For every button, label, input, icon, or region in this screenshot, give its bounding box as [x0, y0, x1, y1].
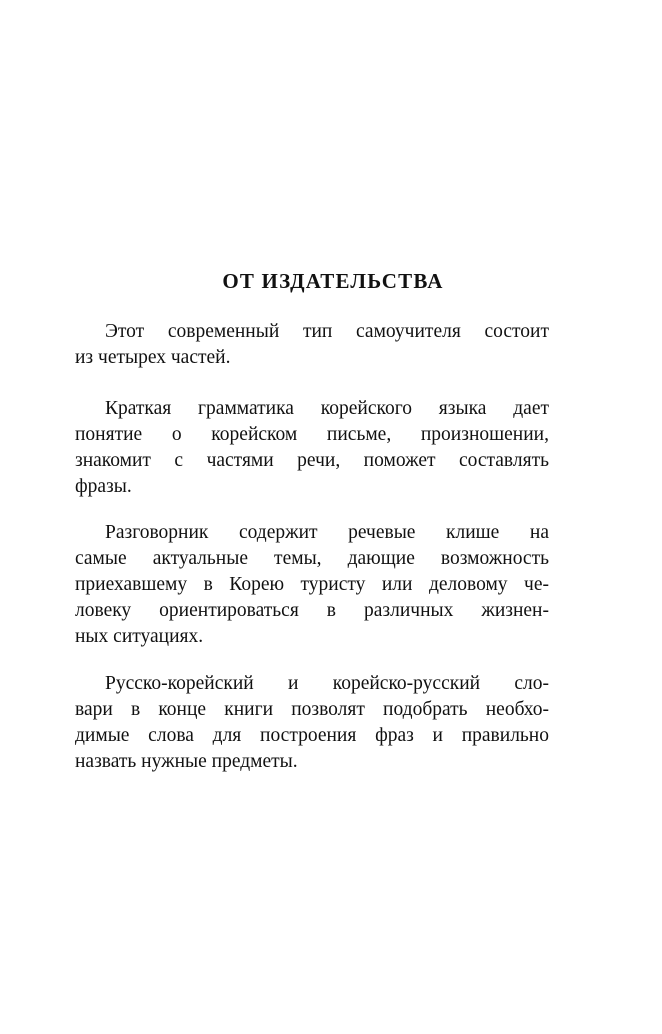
paragraph-line: понятие о корейском письме, произношении,: [75, 424, 549, 445]
paragraph-line: назвать нужные предметы.: [75, 751, 298, 772]
paragraph-line: Краткая грамматика корейского языка дает: [105, 398, 549, 419]
paragraph-line: вари в конце книги позволят подобрать необхо-: [75, 699, 549, 720]
paragraph-line: Этот современный тип самоучителя состоит: [105, 321, 549, 342]
paragraph-line: знакомит с частями речи, поможет составлять: [75, 450, 549, 471]
paragraph-line: димые слова для построения фраз и правильно: [75, 725, 549, 746]
page-title: ОТ ИЗДАТЕЛЬСТВА: [222, 269, 444, 293]
paragraph-line: самые актуальные темы, дающие возможность: [75, 548, 549, 569]
paragraph-line: из четырех частей.: [75, 347, 231, 368]
paragraph-line: Русско-корейский и корейско-русский сло-: [105, 673, 549, 694]
paragraph-line: ловеку ориентироваться в различных жизнен-: [75, 600, 549, 621]
paragraph-line: Разговорник содержит речевые клише на: [105, 522, 549, 543]
paragraph-line: фразы.: [75, 476, 132, 497]
paragraph-line: приехавшему в Корею туристу или деловому че-: [75, 574, 549, 595]
paragraph-line: ных ситуациях.: [75, 626, 204, 647]
